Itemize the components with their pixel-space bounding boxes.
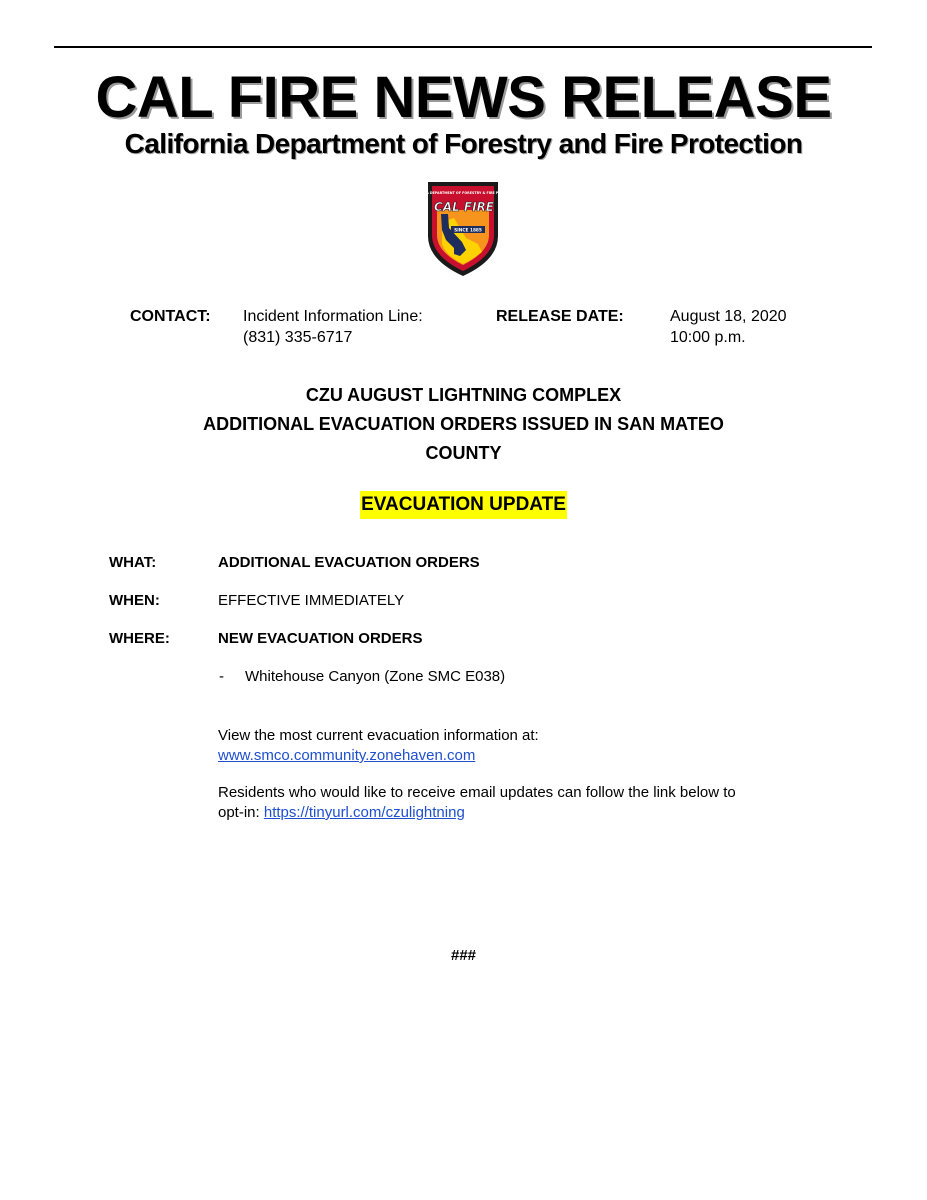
update-banner-wrapper [0,491,927,519]
headline [0,381,927,468]
optin-link[interactable]: https://tinyurl.com/czulightning [263,804,465,821]
optin-prefix: opt-in: [218,804,264,821]
logo-since-text: SINCE 1885 [454,228,482,234]
email-updates-paragraph [218,783,818,823]
update-banner: EVACUATION UPDATE [360,491,567,519]
zone-text: Whitehouse Canyon (Zone SMC E038) [245,668,506,685]
where-label: WHERE: [109,630,170,647]
email-updates-text: Residents who would like to receive email updates can follow the link below to [218,784,736,801]
evac-info-paragraph [218,726,818,766]
end-mark: ### [450,947,477,964]
what-value: ADDITIONAL EVACUATION ORDERS [218,554,480,571]
cal-fire-badge-icon [406,178,520,278]
release-date-info [670,306,787,348]
contact-phone: (831) 335-6717 [243,329,353,346]
release-date-label: RELEASE DATE: [496,308,624,325]
page-subtitle: California Department of Forestry and Fire Protection [124,128,803,159]
contact-info [243,306,423,348]
headline-line: COUNTY [425,443,502,463]
logo-main-text: CAL FIRE [433,200,495,214]
release-date: August 18, 2020 [670,308,787,325]
contact-label: CONTACT: [130,308,211,325]
where-value: NEW EVACUATION ORDERS [218,630,423,647]
contact-line: Incident Information Line: [243,308,423,325]
what-label: WHAT: [109,554,157,571]
top-divider [54,46,872,48]
when-label: WHEN: [109,592,160,609]
release-time: 10:00 p.m. [670,329,746,346]
bullet-dash: - [219,668,224,685]
headline-line: ADDITIONAL EVACUATION ORDERS ISSUED IN SAN MATEO [203,414,724,434]
headline-line: CZU AUGUST LIGHTNING COMPLEX [305,385,622,405]
evac-info-text: View the most current evacuation information at: [218,727,539,744]
logo-top-text: CALIFORNIA DEPARTMENT OF FORESTRY & FIRE PROTECTION [406,191,520,195]
when-value: EFFECTIVE IMMEDIATELY [218,592,405,609]
page-title: CAL FIRE NEWS RELEASE [95,65,832,130]
zonehaven-link[interactable]: www.smco.community.zonehaven.com [218,747,476,764]
